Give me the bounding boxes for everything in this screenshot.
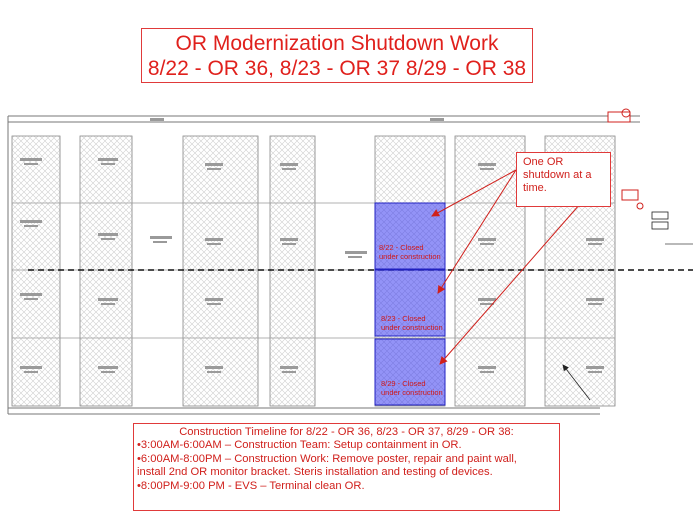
title-line-1: OR Modernization Shutdown Work — [175, 32, 499, 55]
or-37-label: 8/23 - Closed under construction — [381, 314, 443, 332]
title-line-2: 8/22 - OR 36, 8/23 - OR 37 8/29 - OR 38 — [147, 57, 527, 80]
callout-box: One OR shutdown at a time. — [516, 152, 611, 207]
timeline-header: Construction Timeline for 8/22 - OR 36, 8/23 - OR 37, 8/29 - OR 38: — [179, 426, 514, 438]
title-box — [141, 28, 533, 83]
timeline-item: install 2nd OR monitor bracket. Steris installation and testing of devices. — [137, 466, 493, 479]
right-tags — [652, 212, 668, 229]
timeline-box — [133, 423, 560, 511]
highlighted-or-rooms — [375, 203, 445, 405]
timeline-item: •8:00PM-9:00 PM - EVS – Terminal clean OR. — [137, 479, 365, 492]
timeline-item: •6:00AM-8:00PM – Construction Work: Remove poster, repair and paint wall, — [137, 452, 517, 465]
timeline-item: •3:00AM-6:00AM – Construction Team: Setup containment in OR. — [137, 439, 462, 452]
or-38-label: 8/29 - Closed under construction — [381, 379, 443, 397]
or-36-label: 8/22 - Closed under construction — [379, 243, 441, 261]
